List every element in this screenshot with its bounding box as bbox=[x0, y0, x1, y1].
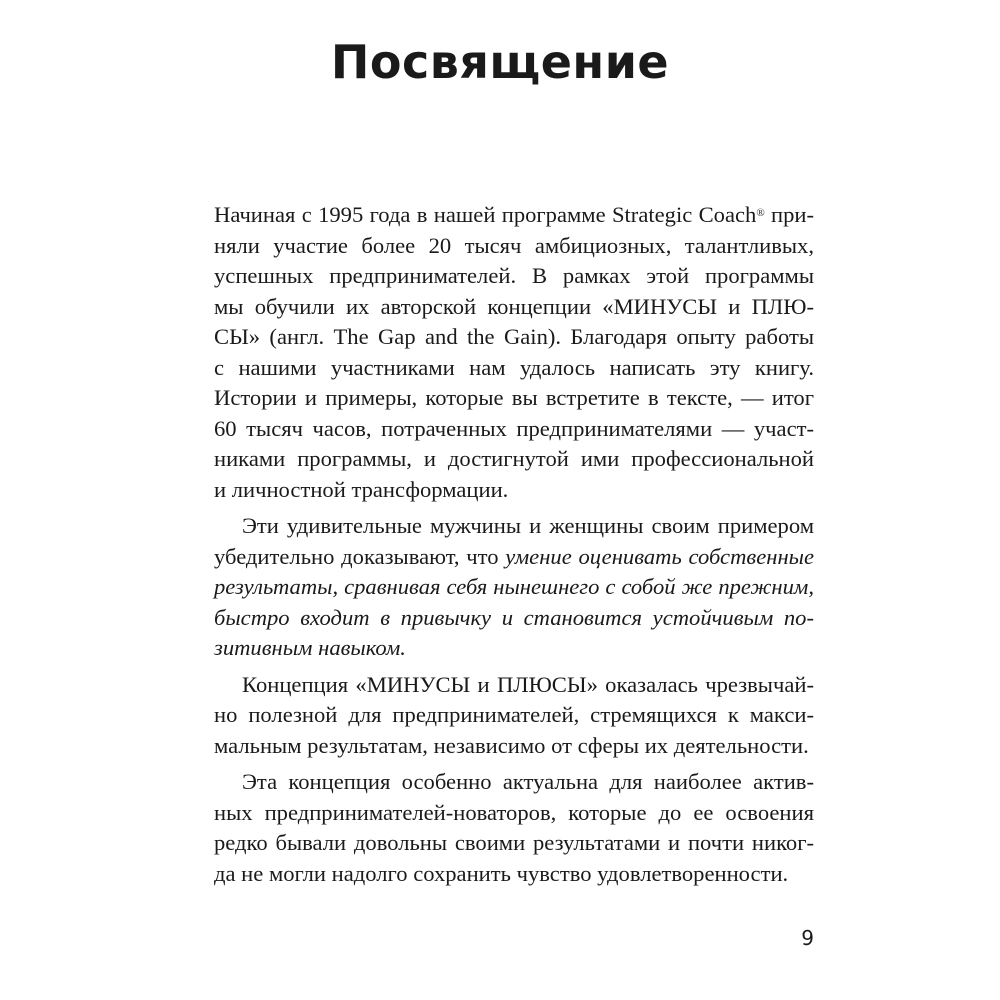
paragraph-3 bbox=[214, 670, 814, 762]
text-line: и личностной трансформации. bbox=[214, 476, 509, 502]
text-line: Начиная с 1995 года в нашей программе Strategic Coach® при- bbox=[214, 202, 814, 227]
text-line: редко бывали довольны своими результатами и почти никог- bbox=[214, 830, 814, 855]
emphasis-text: умение оценивать собственные bbox=[505, 543, 814, 569]
text-line: СЫ» (англ. The Gap and the Gain). Благодаря опыту работы bbox=[214, 324, 814, 349]
text-line: успешных предпринимателей. В рамках этой программы bbox=[214, 263, 814, 288]
paragraph-4 bbox=[214, 767, 814, 889]
paragraph-2 bbox=[214, 511, 814, 664]
text-line: да не могли надолго сохранить чувство удовлетворенности. bbox=[214, 860, 789, 886]
paragraph-1 bbox=[214, 200, 814, 505]
page-number: 9 bbox=[801, 926, 814, 950]
emphasis-line: результаты, сравнивая себя нынешнего с собой же прежним, bbox=[214, 574, 814, 599]
text-line: с нашими участниками нам удалось написать эту книгу. bbox=[214, 354, 814, 380]
text-line: Эта концепция особенно актуальна для наиболее актив- bbox=[242, 769, 814, 794]
text-line: никами программы, и достигнутой ими профессиональной bbox=[214, 446, 814, 471]
text-line: ных предпринимателей-новаторов, которые до ее освоения bbox=[214, 799, 814, 825]
text-line: мальным результатам, независимо от сферы их деятельности. bbox=[214, 732, 809, 758]
emphasis-line: зитивным навыком. bbox=[214, 635, 406, 660]
text-line: Концепция «МИНУСЫ и ПЛЮСЫ» оказалась чрезвычай- bbox=[242, 671, 814, 697]
emphasis-line: быстро входит в привычку и становится устойчивым по- bbox=[214, 604, 814, 630]
text-line: 60 тысяч часов, потраченных предпринимателями — участ- bbox=[214, 415, 814, 441]
registered-mark: ® bbox=[756, 207, 765, 219]
text-line: Истории и примеры, которые вы встретите в тексте, — итог bbox=[214, 385, 814, 410]
text-line: Эти удивительные мужчины и женщины своим примером bbox=[242, 513, 814, 538]
text-line: мы обучили их авторской концепции «МИНУСЫ и ПЛЮ- bbox=[214, 293, 814, 319]
text-line: няли участие более 20 тысяч амбициозных, талантливых, bbox=[214, 232, 814, 258]
text-line: убедительно доказывают, что умение оценивать собственные bbox=[214, 543, 814, 569]
text-line: но полезной для предпринимателей, стремящихся к макси- bbox=[214, 702, 814, 727]
page-title: Посвящение bbox=[330, 35, 670, 89]
body-text bbox=[214, 200, 814, 889]
